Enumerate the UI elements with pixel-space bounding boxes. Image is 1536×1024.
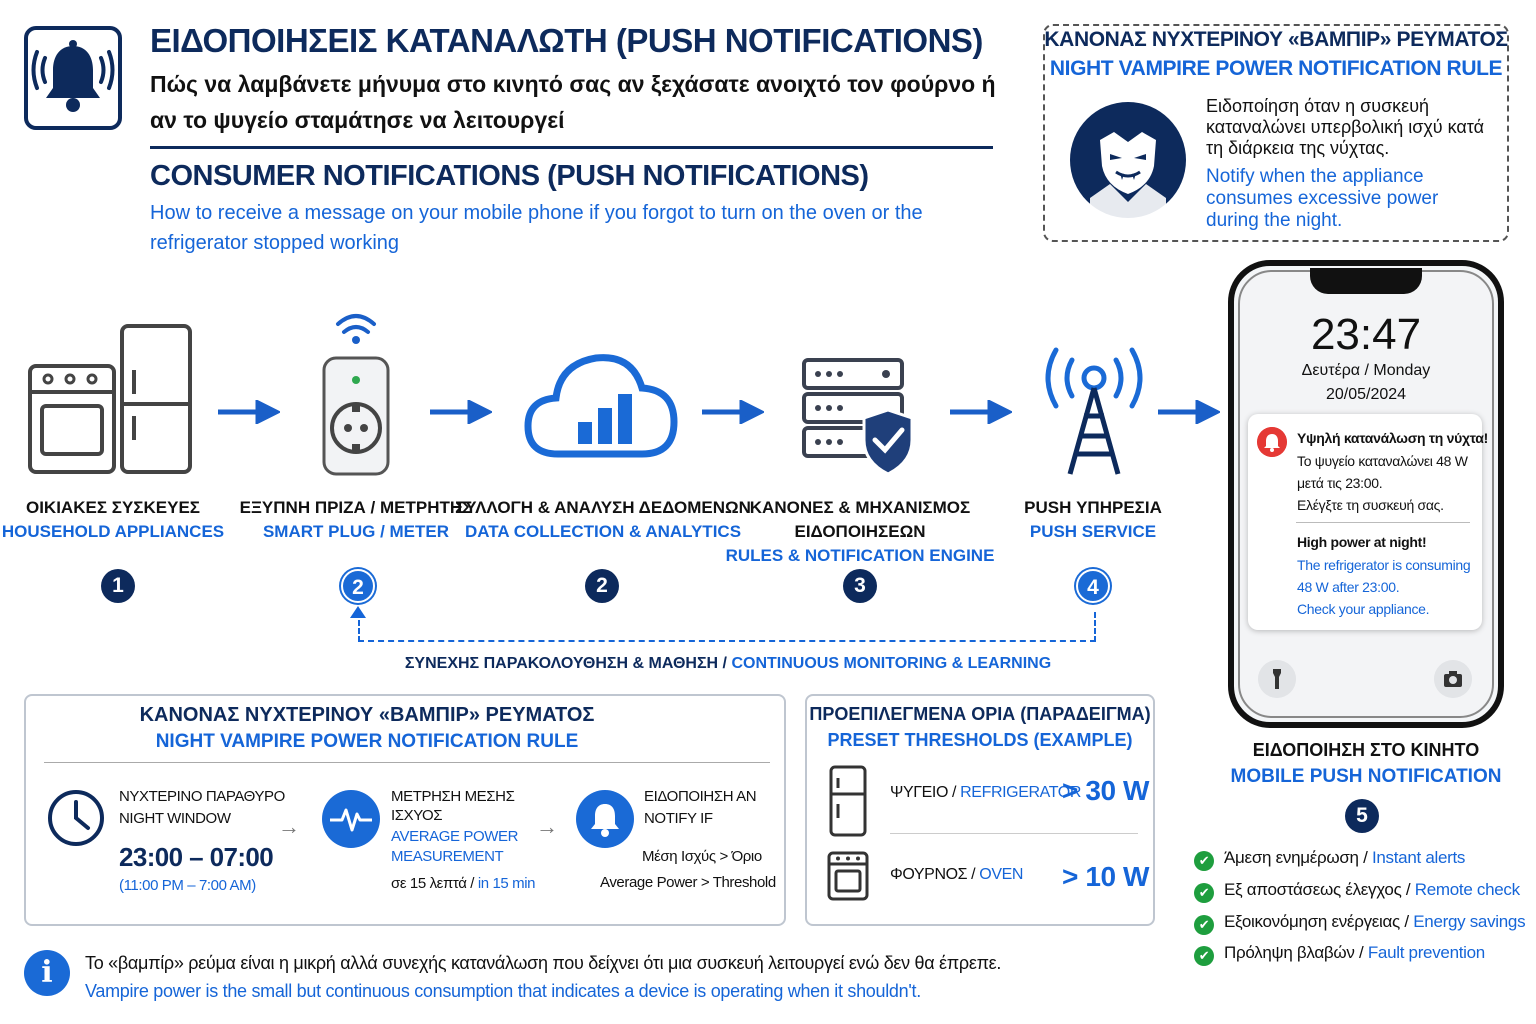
measure-label-en-1: AVERAGE POWER: [391, 828, 519, 845]
vampire-icon: [1070, 102, 1186, 218]
footer-text-gr: Το «βαμπίρ» ρεύμα είναι η μικρή αλλά συνεχής κατανάλωση που δείχνει ότι μια συσκευή λειτουργεί ενώ δεν θα έπρεπε.: [85, 953, 1002, 973]
flow-arrow-2: [430, 400, 492, 424]
vampire-rule-title-gr: ΚΑΝΟΝΑΣ ΝΥΧΤΕΡΙΝΟΥ «ΒΑΜΠΙΡ» ΡΕΥΜΑΤΟΣ: [1044, 28, 1508, 51]
condition-en: Average Power > Threshold: [600, 874, 776, 891]
benefit-item: ✔ Εξοικονόμηση ενέργειας / Energy savings: [1194, 912, 1525, 935]
lockscreen-time: 23:47: [1310, 310, 1422, 359]
flow-arrow-5: [1158, 400, 1220, 424]
clock-icon: [46, 788, 106, 848]
step-4-label: ΚΑΝΟΝΕΣ & ΜΗΧΑΝΙΣΜΟΣ ΕΙΔΟΠΟΙΗΣΕΩΝ RULES & NOTIFICATION ENGINE: [725, 498, 995, 565]
condition-gr: Μέση Ισχύς > Όριο: [642, 848, 762, 865]
step-number-1: 1: [101, 569, 135, 603]
benefit-item: ✔ Άμεση ενημέρωση / Instant alerts: [1194, 848, 1465, 871]
notify-if-label-gr: ΕΙΔΟΠΟΙΗΣΗ ΑΝ: [644, 788, 757, 805]
camera-icon[interactable]: [1434, 660, 1472, 698]
step-5-label: PUSH ΥΠΗΡΕΣΙΑ PUSH SERVICE: [1024, 498, 1162, 541]
feedback-loop-label: ΣΥΝΕΧΗΣ ΠΑΡΑΚΟΛΟΥΘΗΣΗ & ΜΑΘΗΣΗ / CONTINUOUS MONITORING & LEARNING: [404, 655, 1052, 672]
measure-label-en-2: MEASUREMENT: [391, 848, 504, 865]
vampire-rule-desc-gr: Ειδοποίηση όταν η συσκευή καταναλώνει υπερβολική ισχύ κατά τη διάρκεια της νύχτας.: [1206, 96, 1485, 158]
vampire-rule-title-en: NIGHT VAMPIRE POWER NOTIFICATION RULE: [1049, 57, 1503, 80]
server-shield-icon: [802, 356, 914, 476]
notif-body-gr-1: Το ψυγείο καταναλώνει 48 W: [1297, 453, 1468, 469]
mobile-notification-label-gr: ΕΙΔΟΠΟΙΗΣΗ ΣΤΟ ΚΙΝΗΤΟ: [1252, 740, 1480, 760]
thresholds-divider: [890, 833, 1138, 834]
step-number-3: 2: [585, 569, 619, 603]
notif-body-en-1: The refrigerator is consuming: [1297, 557, 1471, 573]
step-3-label: ΣΥΛΛΟΓΗ & ΑΝΑΛΥΣΗ ΔΕΔΟΜΕΝΩΝ DATA COLLECTION & ANALYTICS: [455, 498, 751, 541]
notif-body-gr-2: μετά τις 23:00.: [1297, 475, 1383, 491]
check-icon: ✔: [1194, 915, 1214, 935]
rule-arrow-2: →: [536, 814, 558, 839]
step-number-6: 5: [1345, 799, 1379, 833]
lockscreen-date: 20/05/2024: [1325, 386, 1407, 403]
notif-divider: [1296, 522, 1470, 523]
notif-title-en: High power at night!: [1297, 534, 1427, 550]
notify-bell-icon: [576, 790, 634, 848]
check-icon: ✔: [1194, 883, 1214, 903]
step-1-label: ΟΙΚΙΑΚΕΣ ΣΥΣΚΕΥΕΣ HOUSEHOLD APPLIANCES: [1, 498, 225, 541]
vampire-rule-desc-en: Notify when the appliance consumes excessive power during the night.: [1206, 166, 1439, 231]
step-number-4: 3: [843, 569, 877, 603]
pulse-icon: [322, 790, 380, 848]
night-window-time-12h: (11:00 PM – 7:00 AM): [119, 877, 256, 894]
threshold-oven-label: ΦΟΥΡΝΟΣ / OVEN: [890, 866, 1024, 883]
threshold-oven-value: > 10 W: [1062, 861, 1150, 892]
rule-arrow-1: →: [278, 814, 300, 839]
flow-arrow-4: [950, 400, 1012, 424]
header-divider: [150, 146, 993, 149]
notif-body-en-3: Check your appliance.: [1297, 601, 1430, 617]
night-window-label-gr: ΝΥΧΤΕΡΙΝΟ ΠΑΡΑΘΥΡΟ: [119, 788, 285, 805]
antenna-icon: [1036, 344, 1152, 478]
feedback-loop-line: [358, 612, 1096, 642]
mobile-notification-label-en: MOBILE PUSH NOTIFICATION: [1230, 766, 1502, 787]
night-window-time: 23:00 – 07:00: [119, 842, 274, 872]
rule-box-title-gr: ΚΑΝΟΝΑΣ ΝΥΧΤΕΡΙΝΟΥ «ΒΑΜΠΙΡ» ΡΕΥΜΑΤΟΣ: [139, 704, 595, 726]
notif-body-gr-3: Ελέγξτε τη συσκευή σας.: [1297, 497, 1444, 513]
page-subtitle-gr: Πώς να λαμβάνετε μήνυμα στο κινητό σας αν ξεχάσατε ανοιχτό τον φούρνο ή αν το ψυγείο σταμάτησε να λειτουργεί: [150, 71, 996, 133]
check-icon: ✔: [1194, 851, 1214, 871]
threshold-refrigerator-label: ΨΥΓΕΙΟ / REFRIGERATOR: [890, 784, 1081, 801]
page-title-en: CONSUMER NOTIFICATIONS (PUSH NOTIFICATIONS): [150, 160, 869, 192]
alert-bell-icon: [1257, 427, 1287, 457]
rule-box-divider: [44, 762, 770, 763]
smart-plug-icon: [318, 308, 394, 478]
threshold-refrigerator-value: > 30 W: [1062, 775, 1150, 806]
cloud-analytics-icon: [524, 346, 678, 458]
step-number-2: 2: [341, 569, 375, 603]
check-icon: ✔: [1194, 946, 1214, 966]
thresholds-title-en: PRESET THRESHOLDS (EXAMPLE): [827, 730, 1133, 750]
phone-notch: [1310, 268, 1422, 294]
step-number-5: 4: [1076, 569, 1110, 603]
benefit-item: ✔ Πρόληψη βλαβών / Fault prevention: [1194, 943, 1485, 966]
page-title-gr: ΕΙΔΟΠΟΙΗΣΕΙΣ ΚΑΤΑΝΑΛΩΤΗ (PUSH NOTIFICATIONS): [150, 22, 983, 59]
oven-icon: [826, 850, 870, 902]
measure-interval: σε 15 λεπτά / in 15 min: [391, 875, 536, 892]
flashlight-icon[interactable]: [1258, 660, 1296, 698]
bell-icon: [28, 30, 118, 126]
bell-icon-box: [24, 26, 122, 130]
rule-box-title-en: NIGHT VAMPIRE POWER NOTIFICATION RULE: [155, 731, 579, 752]
flow-arrow-3: [702, 400, 764, 424]
page-subtitle-en: How to receive a message on your mobile phone if you forgot to turn on the oven or the refrigerator stopped working: [150, 202, 923, 254]
info-icon: i: [24, 950, 70, 996]
measure-label-gr-2: ΙΣΧΥΟΣ: [391, 807, 443, 824]
feedback-loop-arrowhead: [350, 606, 366, 618]
measure-label-gr-1: ΜΕΤΡΗΣΗ ΜΕΣΗΣ: [391, 788, 515, 805]
notif-title-gr: Υψηλή κατανάλωση τη νύχτα!: [1297, 430, 1488, 446]
night-window-label-en: NIGHT WINDOW: [119, 810, 231, 827]
flow-arrow-1: [218, 400, 280, 424]
benefit-item: ✔ Εξ αποστάσεως έλεγχος / Remote check: [1194, 880, 1520, 903]
thresholds-title-gr: ΠΡΟΕΠΙΛΕΓΜΕΝΑ ΟΡΙΑ (ΠΑΡΑΔΕΙΓΜΑ): [809, 704, 1151, 724]
notif-body-en-2: 48 W after 23:00.: [1297, 579, 1400, 595]
fridge-icon: [828, 764, 868, 838]
notify-if-label-en: NOTIFY IF: [644, 810, 713, 827]
appliances-icon: [26, 322, 194, 478]
footer-text-en: Vampire power is the small but continuous consumption that indicates a device is operating when it shouldn't.: [85, 981, 921, 1001]
lockscreen-day: Δευτέρα / Monday: [1301, 362, 1431, 379]
step-2-label: ΕΞΥΠΝΗ ΠΡΙΖΑ / ΜΕΤΡΗΤΗΣ SMART PLUG / METER: [239, 498, 473, 541]
